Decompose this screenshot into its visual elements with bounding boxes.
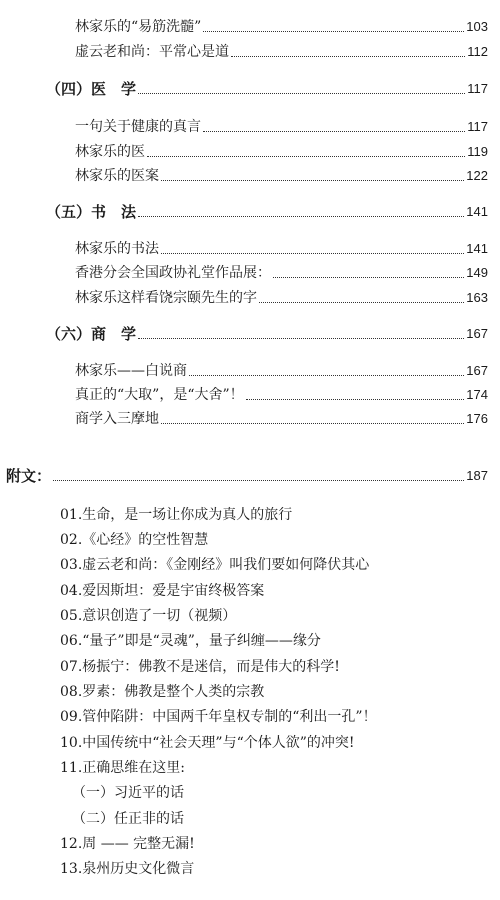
toc-entry[interactable]: [75, 240, 488, 258]
section-heading-title: （五）书 法: [46, 203, 137, 221]
toc-section-heading[interactable]: [46, 80, 488, 98]
dot-leader: [203, 30, 464, 32]
toc-entry-page: 122: [466, 168, 488, 183]
toc-entry-title: 真正的“大取”，是“大舍”！: [75, 387, 244, 403]
dot-leader: [147, 155, 465, 157]
toc-entry[interactable]: [75, 362, 488, 380]
toc-entry-page: 176: [466, 411, 488, 426]
toc-entry-title: 林家乐这样看饶宗颐先生的字: [75, 290, 257, 306]
toc-entry-page: 112: [467, 44, 488, 59]
toc-entry-title: 虚云老和尚：平常心是道: [75, 44, 229, 60]
appendix-item[interactable]: 03.虚云老和尚：《金刚经》叫我们要如何降伏其心: [60, 557, 370, 573]
toc-entry[interactable]: [75, 143, 488, 161]
toc-entry-page: 149: [466, 265, 488, 280]
toc-entry[interactable]: [75, 289, 488, 307]
toc-entry-page: 103: [466, 19, 488, 34]
toc-entry-page: 163: [466, 290, 488, 305]
toc-entry-title: 林家乐的书法: [75, 241, 159, 257]
appendix-item[interactable]: 01.生命，是一场让你成为真人的旅行: [60, 507, 293, 523]
dot-leader: [203, 130, 465, 132]
toc-entry[interactable]: [75, 118, 488, 136]
toc-entry-title: 林家乐的医案: [75, 168, 159, 184]
dot-leader: [161, 179, 464, 181]
appendix-item[interactable]: 10.中国传统中“社会天理”与“个体人欲”的冲突!: [60, 735, 355, 751]
section-heading-page: 117: [467, 81, 488, 96]
appendix-item[interactable]: 02.《心经》的空性智慧: [60, 532, 209, 548]
toc-entry-page: 119: [467, 144, 488, 159]
toc-entry-page: 141: [466, 241, 488, 256]
toc-entry-page: 167: [466, 363, 488, 378]
appendix-item[interactable]: 05.意识创造了一切（视频）: [60, 608, 237, 624]
toc-entry-title: 香港分会全国政协礼堂作品展：: [75, 265, 271, 281]
toc-entry[interactable]: [75, 410, 488, 428]
dot-leader: [138, 92, 465, 94]
appendix-subitem[interactable]: （二）任正非的话: [72, 811, 184, 827]
toc-entry[interactable]: [75, 43, 488, 61]
appendix-item[interactable]: 09.管仲陷阱：中国两千年皇权专制的“利出一孔”！: [60, 709, 377, 725]
dot-leader: [259, 301, 464, 303]
toc-entry-title: 商学入三摩地: [75, 411, 159, 427]
section-heading-title: （四）医 学: [46, 80, 137, 98]
section-heading-title: （六）商 学: [46, 325, 137, 343]
dot-leader: [138, 337, 464, 339]
dot-leader: [231, 55, 465, 57]
section-heading-page: 167: [466, 326, 488, 341]
appendix-item[interactable]: 07.杨振宁：佛教不是迷信，而是伟大的科学!: [60, 659, 340, 675]
appendix-item[interactable]: 12.周 —— 完整无漏!: [60, 836, 195, 852]
toc-entry-title: 林家乐——白说商: [75, 363, 187, 379]
toc-entry-page: 174: [466, 387, 488, 402]
appendix-item[interactable]: 13.泉州历史文化微言: [60, 861, 195, 877]
toc-entry-title: 林家乐的医: [75, 144, 145, 160]
section-heading-page: 141: [466, 204, 488, 219]
appendix-subitem[interactable]: （一）习近平的话: [72, 785, 184, 801]
dot-leader: [161, 252, 464, 254]
appendix-item[interactable]: 08.罗素：佛教是整个人类的宗教: [60, 684, 265, 700]
dot-leader: [138, 215, 464, 217]
toc-entry-title: 一句关于健康的真言: [75, 119, 201, 135]
toc-section-heading[interactable]: [46, 203, 488, 221]
appendix-item[interactable]: 11.正确思维在这里:: [60, 760, 185, 776]
toc-entry[interactable]: [75, 167, 488, 185]
toc-section-heading[interactable]: [46, 325, 488, 343]
toc-entry[interactable]: [75, 18, 488, 36]
appendix-item[interactable]: 04.爱因斯坦：爱是宇宙终极答案: [60, 583, 265, 599]
dot-leader: [189, 374, 464, 376]
dot-leader: [273, 276, 464, 278]
dot-leader: [246, 398, 465, 400]
dot-leader: [161, 422, 464, 424]
toc-entry[interactable]: [75, 386, 488, 404]
dot-leader: [53, 479, 464, 481]
appendix-heading[interactable]: [6, 467, 488, 485]
appendix-heading-page: 187: [466, 468, 488, 483]
appendix-heading-title: 附文：: [6, 467, 52, 485]
toc-entry[interactable]: [75, 264, 488, 282]
toc-entry-page: 117: [467, 119, 488, 134]
toc-entry-title: 林家乐的“易筋洗髓”: [75, 19, 202, 35]
appendix-item[interactable]: 06.“量子”即是“灵魂”，量子纠缠——缘分: [60, 633, 321, 649]
